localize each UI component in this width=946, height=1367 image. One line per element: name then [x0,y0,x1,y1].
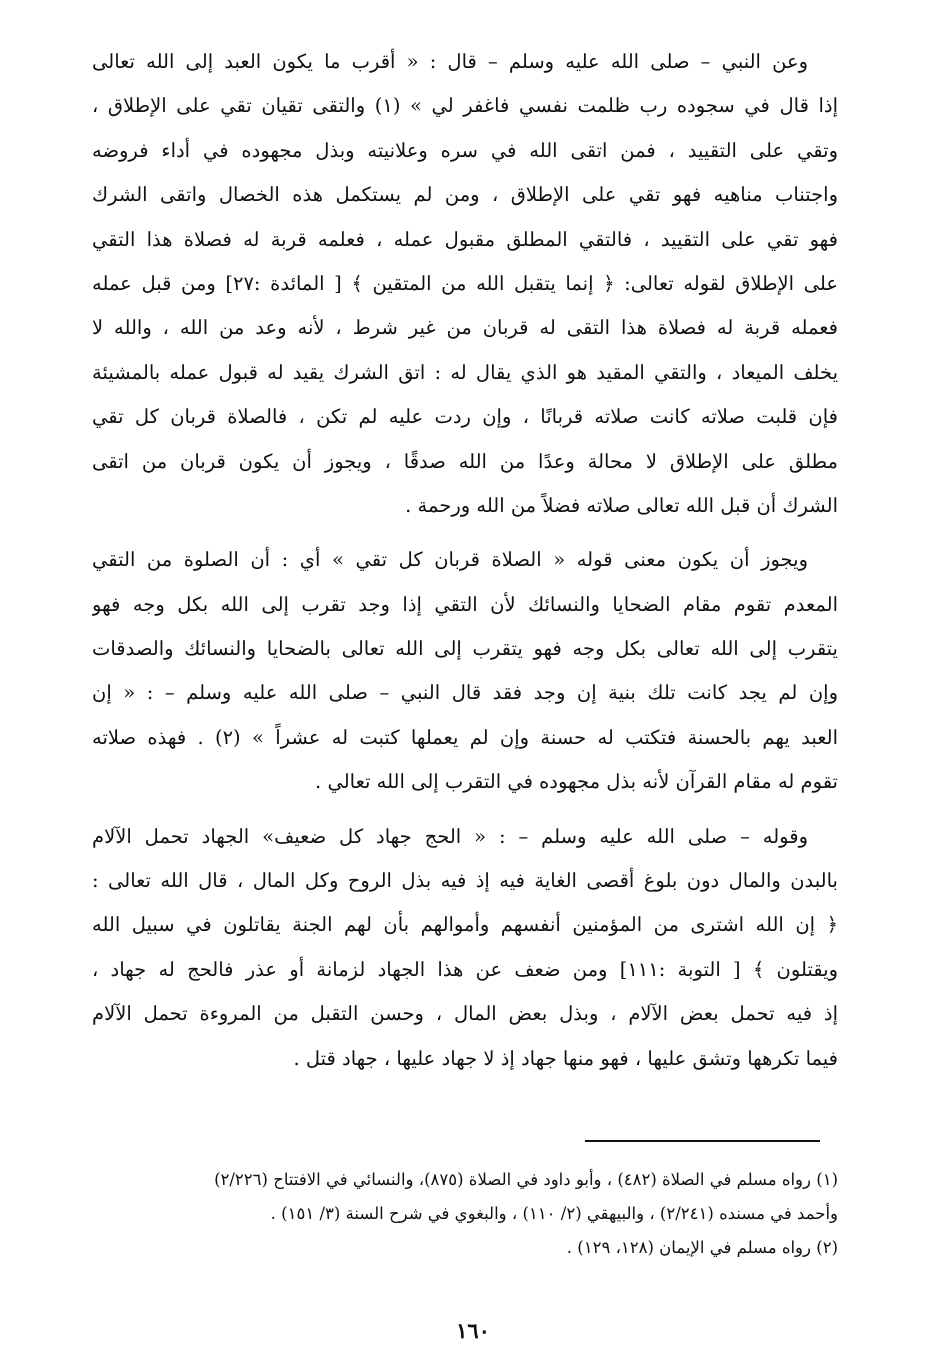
footnote-line: وأحمد في مسنده (٢/٢٤١) ، والبيهقي (٢/ ١١٠) ، والبغوي في شرح السنة (٣/ ١٥١) . [270,1204,838,1223]
text-line: على الإطلاق لقوله تعالى: ﴿ إنما يتقبل الله من المتقين ﴾ [ المائدة :٢٧] ومن قبل عمله [92,271,838,295]
footnote-separator [585,1140,820,1142]
text-line: ويقتلون ﴾ [ التوبة :١١١] ومن ضعف عن هذا الجهاد لزمانة أو عذر فالحج له جهاد ، [92,957,838,981]
text-line: فعمله قربة له فصلاة هذا التقى له قربان من غير شرط ، لأنه وعد من الله ، والله لا [92,316,838,340]
paragraph-3 [92,815,838,1081]
text-line: ويجوز أن يكون معنى قوله « الصلاة قربان كل تقي » أي : أن الصلوة من التقي [92,548,808,572]
paragraph-2 [92,538,838,804]
text-line: المعدم تقوم مقام الضحايا والنسائك لأن التقي إذا وجد تقرب إلى الله بكل وجه فهو [92,592,838,616]
text-line: الشرك أن قبل الله تعالى صلاته فضلاً من الله ورحمة . [405,493,838,517]
text-line: إذا قال في سجوده رب ظلمت نفسي فاغفر لي » (١) والتقى تقيان تقي على الإطلاق ، [92,94,838,118]
text-line: إذ فيه تحمل بعض الآلام ، وبذل بعض المال ، وحسن التقبل من المروءة تحمل الآلام [92,1002,838,1026]
text-line: وعن النبي – صلى الله عليه وسلم – قال : « أقرب ما يكون العبد إلى الله تعالى [92,50,808,73]
text-line: يتقرب إلى الله تعالى بكل وجه فهو يتقرب إلى الله تعالى بالضحايا والنسائك والصدقات [92,637,838,661]
text-line: تقوم له مقام القرآن لأنه بذل مجهوده في التقرب إلى الله تعالي . [315,770,838,794]
text-line: فهو تقي على التقييد ، فالتقي المطلق مقبول عمله ، فعلمه قربة له فصلاة هذا التقي [92,227,838,251]
text-line: يخلف الميعاد ، والتقي المقيد هو الذي يقال له : اتق الشرك يقيد له قبول عمله بالمشيئة [92,360,838,384]
footnote-line: (١) رواه مسلم في الصلاة (٤٨٢) ، وأبو داود في الصلاة (٨٧٥)، والنسائي في الافتتاح (٢/٢٢٦) [214,1170,838,1189]
text-line: وتقي على التقييد ، فمن اتقى الله في سره وعلانيته وبذل مجهوده في أداء فروضه [92,138,838,162]
text-line: فيما تكرهها وتشق عليها ، فهو منها جهاد إذ لا جهاد عليها ، جهاد قتل . [293,1046,838,1070]
footnotes [92,1163,838,1265]
paragraph-1 [92,40,838,528]
text-line: واجتناب مناهيه فهو تقي على الإطلاق ، ومن لم يستكمل هذه الخصال واتقى الشرك [92,183,838,207]
text-line: ﴿ إن الله اشترى من المؤمنين أنفسهم وأموالهم بأن لهم الجنة يقاتلون في سبيل الله [92,913,838,937]
text-line: مطلق على الإطلاق لا محالة وعدًا من الله صدقًا ، ويجوز أن يكون قربان من اتقى [92,449,838,473]
text-line: العبد يهم بالحسنة فتكتب له حسنة وإن لم يعملها كتبت له عشراً » (٢) . فهذه صلاته [92,725,838,749]
text-line: وقوله – صلى الله عليه وسلم – : « الحج جهاد كل ضعيف» الجهاد تحمل الآلام [92,824,808,848]
page-number: ١٦٠ [456,1318,490,1343]
text-line: وإن لم يجد كانت تلك بنية إن وجد فقد قال النبي – صلى الله عليه وسلم – : « إن [92,681,838,705]
text-line: فإن قلبت صلاته كانت صلاته قربانًا ، وإن ردت عليه لم تكن ، فالصلاة قربان كل تقي [92,405,838,429]
text-line: بالبدن والمال دون بلوغ أقصى الغاية فيه إذ فيه بذل الروح وكل المال ، قال الله تعالى : [92,869,838,893]
footnote-line: (٢) رواه مسلم في الإيمان (١٢٨، ١٢٩) . [566,1238,838,1257]
